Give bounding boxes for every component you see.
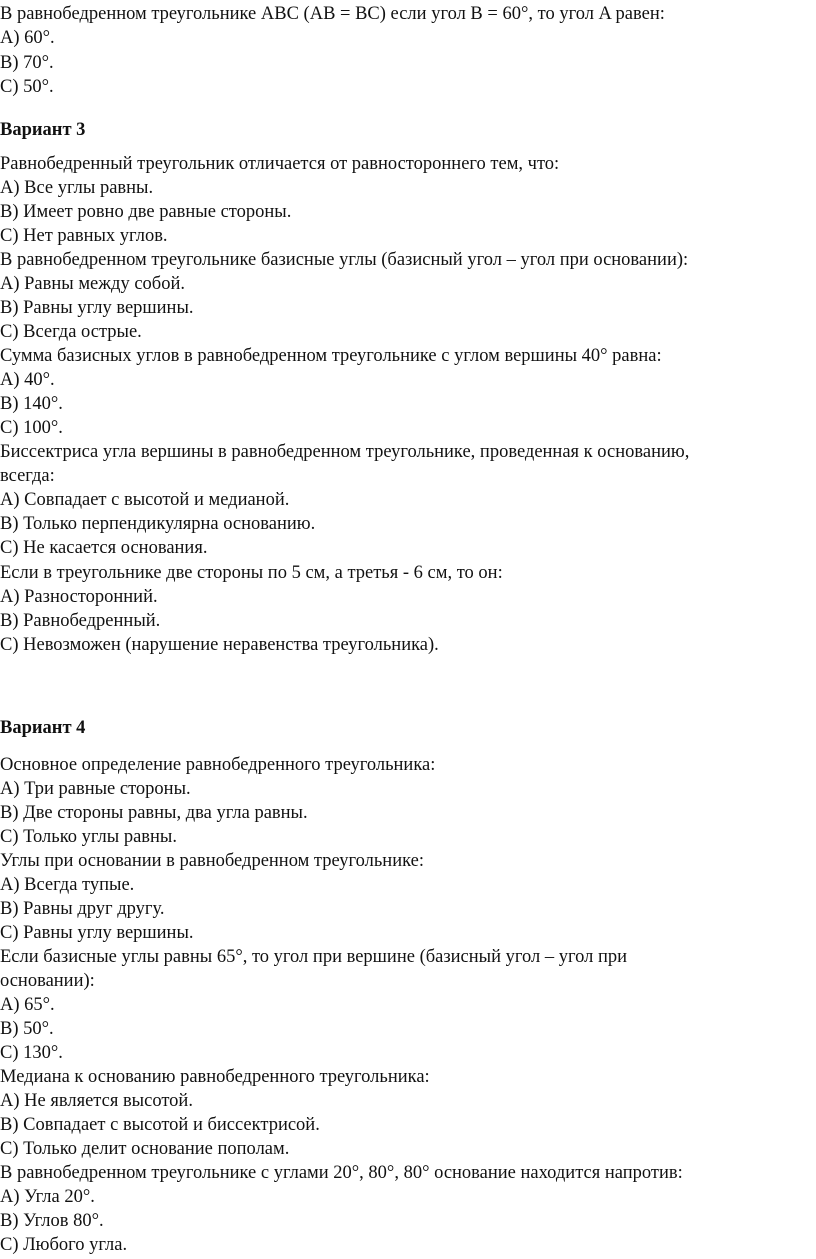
answer-option: A) Разносторонний.: [0, 587, 158, 607]
question-text: Основное определение равнобедренного треугольника:: [0, 755, 436, 775]
question-text: В равнобедренном треугольнике базисные углы (базисный угол – угол при основании):: [0, 250, 689, 270]
answer-option: C) Нет равных углов.: [0, 226, 168, 246]
answer-option: A) Совпадает с высотой и медианой.: [0, 490, 290, 510]
answer-option: C) 130°.: [0, 1043, 63, 1063]
answer-option: A) Три равные стороны.: [0, 779, 191, 799]
answer-option: C) Не касается основания.: [0, 538, 208, 558]
section-heading: Вариант 3: [0, 120, 86, 140]
answer-option: B) 50°.: [0, 1019, 54, 1039]
answer-option: B) Углов 80°.: [0, 1211, 104, 1231]
question-text: Равнобедренный треугольник отличается от равностороннего тем, что:: [0, 154, 560, 174]
answer-option: C) Только делит основание пополам.: [0, 1139, 290, 1159]
answer-option: A) Все углы равны.: [0, 178, 154, 198]
answer-option: A) 65°.: [0, 995, 55, 1015]
answer-option: C) 100°.: [0, 418, 63, 438]
answer-option: C) 50°.: [0, 77, 54, 97]
answer-option: B) 70°.: [0, 53, 54, 73]
answer-option: B) Равнобедренный.: [0, 611, 161, 631]
answer-option: B) 140°.: [0, 394, 63, 414]
question-text: Сумма базисных углов в равнобедренном треугольнике с углом вершины 40° равна:: [0, 346, 662, 366]
answer-option: B) Только перпендикулярна основанию.: [0, 514, 316, 534]
question-text: Если базисные углы равны 65°, то угол при вершине (базисный угол – угол при: [0, 947, 628, 967]
question-text: всегда:: [0, 466, 55, 486]
answer-option: C) Равны углу вершины.: [0, 923, 194, 943]
question-text: основании):: [0, 971, 95, 991]
question-text: Медиана к основанию равнобедренного треугольника:: [0, 1067, 430, 1087]
answer-option: B) Равны углу вершины.: [0, 298, 194, 318]
section-heading: Вариант 4: [0, 718, 86, 738]
answer-option: A) Всегда тупые.: [0, 875, 135, 895]
question-text: Углы при основании в равнобедренном треугольнике:: [0, 851, 424, 871]
answer-option: C) Только углы равны.: [0, 827, 177, 847]
answer-option: C) Всегда острые.: [0, 322, 142, 342]
answer-option: C) Любого угла.: [0, 1235, 128, 1255]
question-text: В равнобедренном треугольнике ABC (AB = BC) если угол B = 60°, то угол A равен:: [0, 4, 665, 24]
answer-option: A) Не является высотой.: [0, 1091, 193, 1111]
question-text: В равнобедренном треугольнике с углами 20°, 80°, 80° основание находится напротив:: [0, 1163, 683, 1183]
question-text: Если в треугольнике две стороны по 5 см, а третья - 6 см, то он:: [0, 563, 503, 583]
answer-option: A) Угла 20°.: [0, 1187, 95, 1207]
answer-option: C) Невозможен (нарушение неравенства треугольника).: [0, 635, 439, 655]
answer-option: A) 40°.: [0, 370, 55, 390]
answer-option: B) Совпадает с высотой и биссектрисой.: [0, 1115, 320, 1135]
answer-option: A) 60°.: [0, 28, 55, 48]
answer-option: B) Равны друг другу.: [0, 899, 165, 919]
answer-option: B) Две стороны равны, два угла равны.: [0, 803, 308, 823]
question-text: Биссектриса угла вершины в равнобедренном треугольнике, проведенная к основанию,: [0, 442, 690, 462]
answer-option: A) Равны между собой.: [0, 274, 185, 294]
answer-option: B) Имеет ровно две равные стороны.: [0, 202, 292, 222]
